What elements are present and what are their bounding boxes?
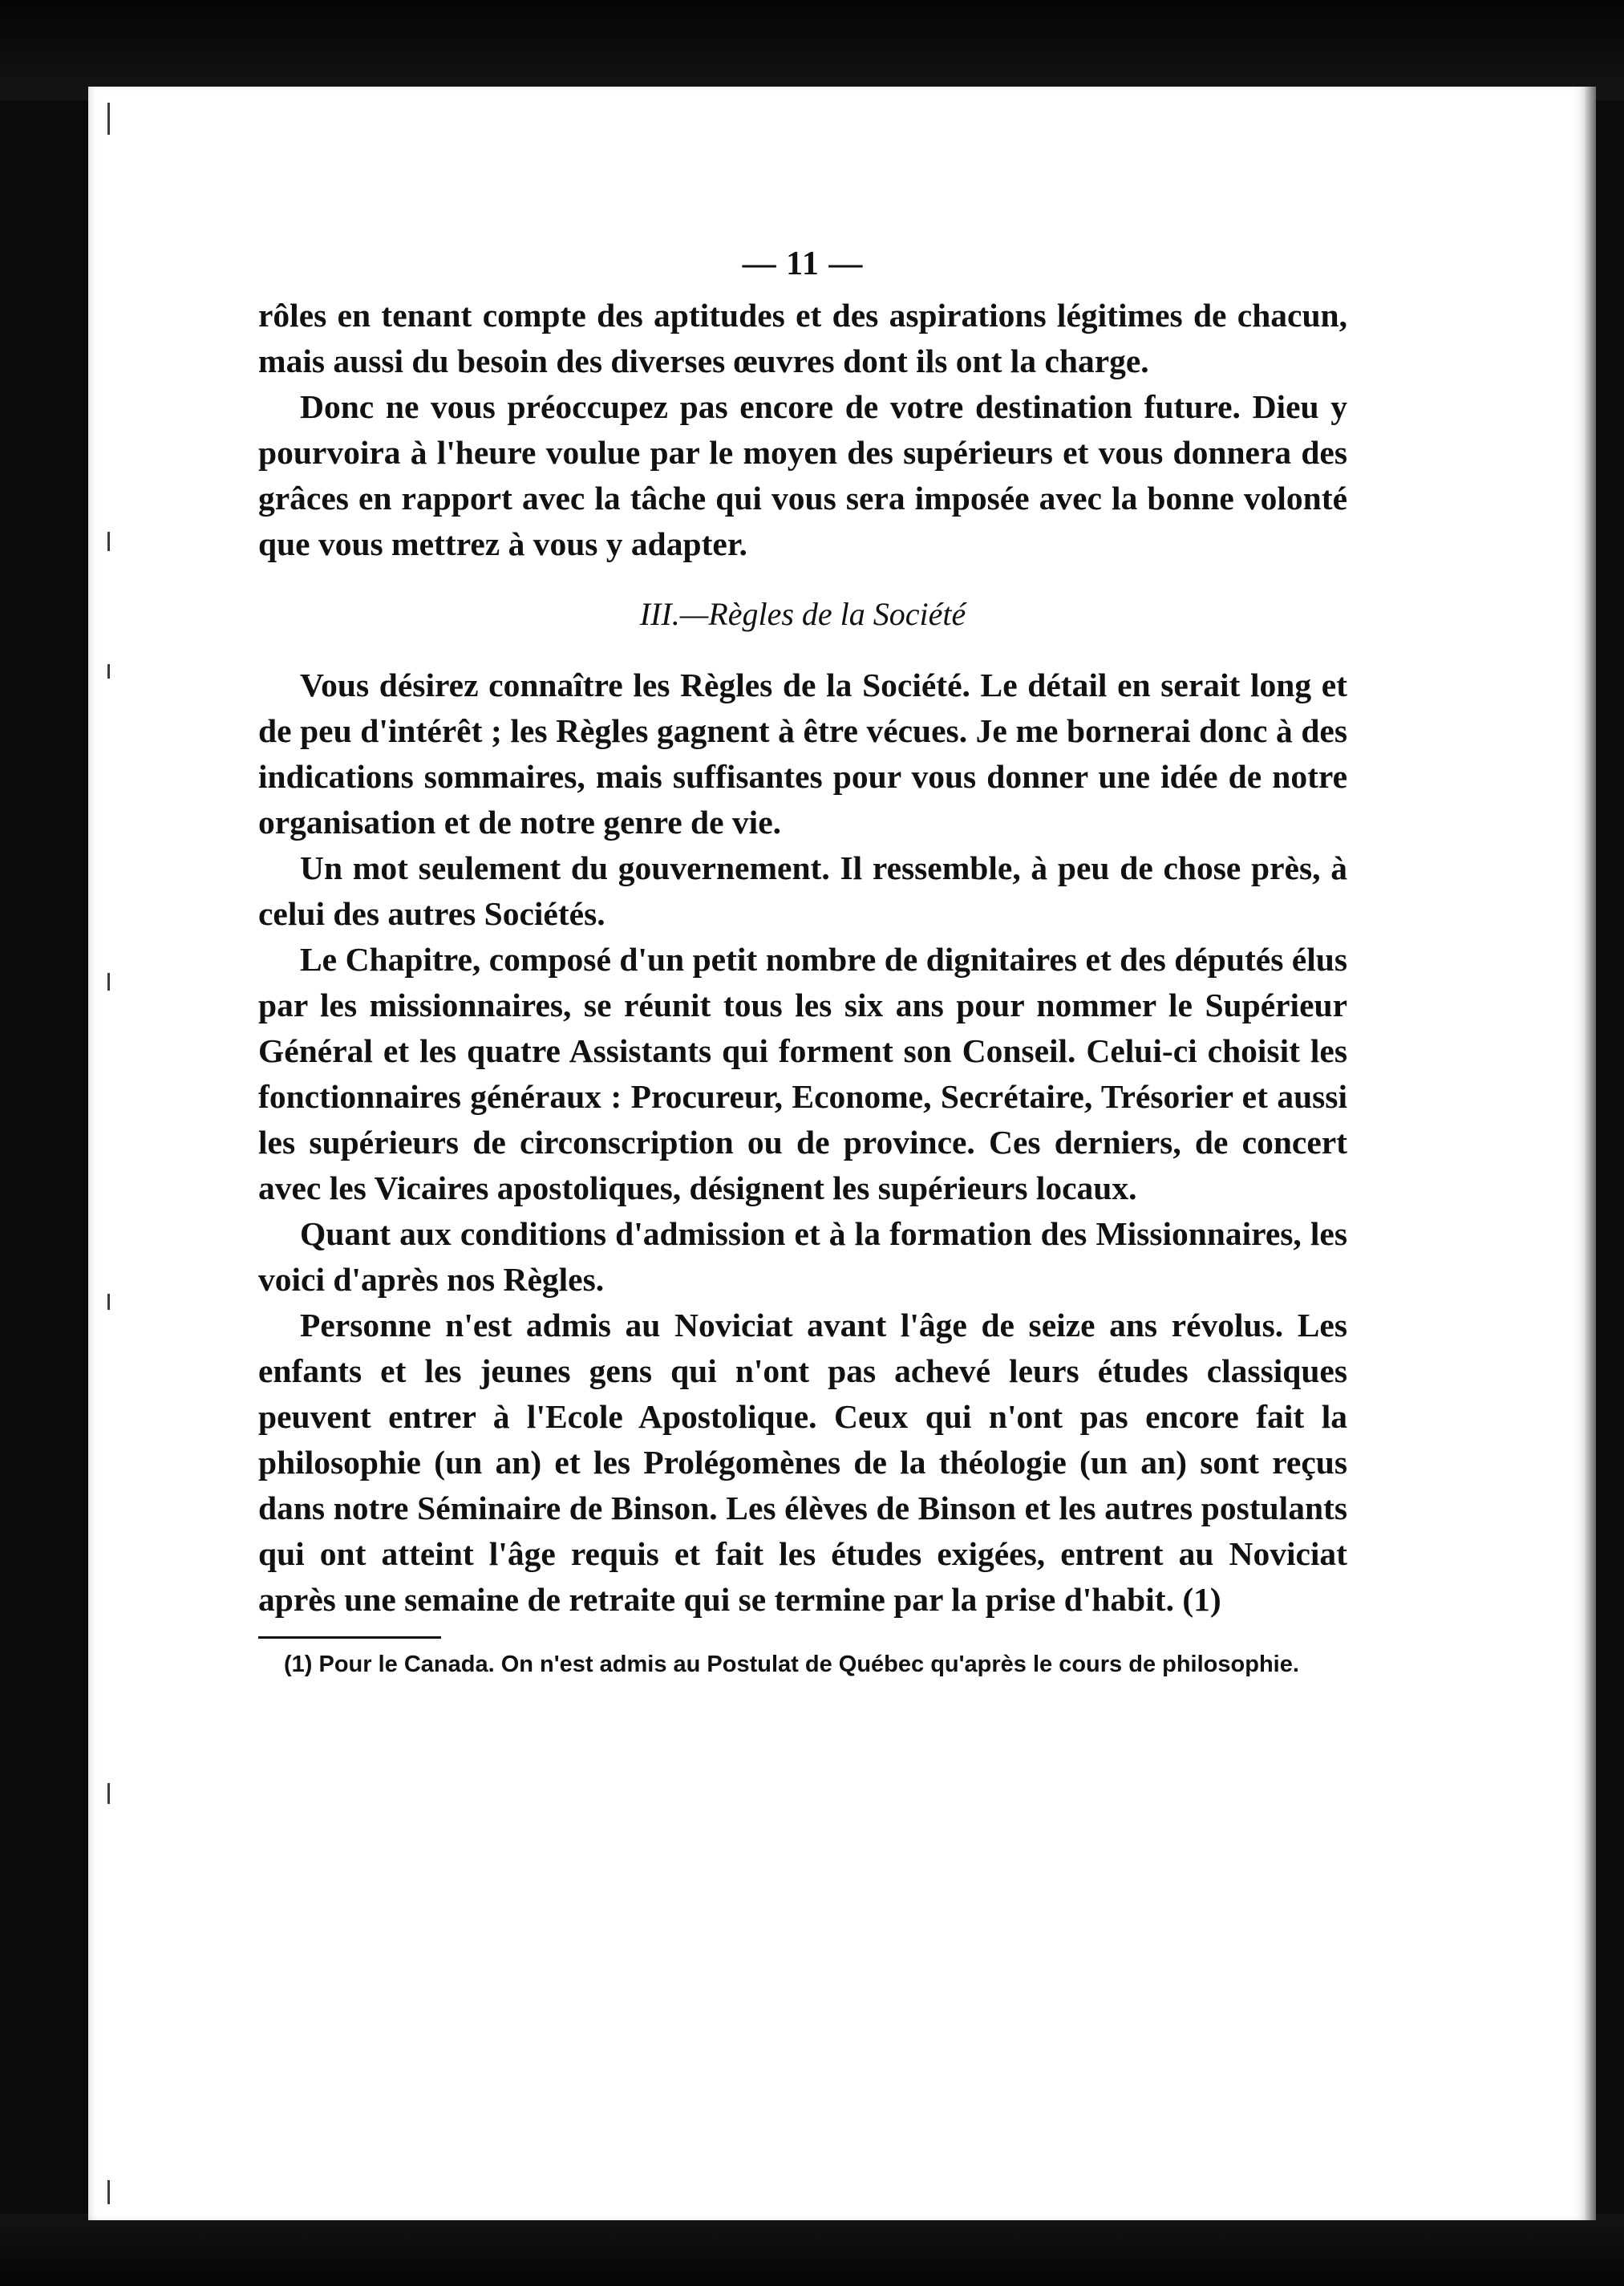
- footnote: (1) Pour le Canada. On n'est admis au Postulat de Québec qu'après le cours de philosophie.: [284, 1652, 1299, 1677]
- paragraph: Quant aux conditions d'admission et à la formation des Missionnaires, les voici d'après nos Règles.: [258, 1215, 1347, 1298]
- scan-background-bottom: [0, 2214, 1624, 2286]
- section-heading: III.—Règles de la Société: [639, 596, 966, 632]
- paragraph: Personne n'est admis au Noviciat avant l'âge de seize ans révolus. Les enfants et les jeunes gens qui n'ont pas achevé leurs études classiques peuvent entrer à l'Ecole Apostolique. Ceux qui n'ont pas encore fait la philosophie (un an) et les Prolégomènes de la théologie (un an) sont reçus dans notre Séminaire de Binson. Les élèves de Binson et les autres postulants qui ont atteint l'âge requis et fait les études exigées, entrent au Noviciat après une semaine de retraite qui se termine par la prise d'habit. (1): [258, 1307, 1347, 1618]
- binding-mark: [107, 1294, 110, 1310]
- scan-background-top: [0, 0, 1624, 100]
- page-binding-marks: [107, 87, 111, 2220]
- binding-mark: [107, 103, 110, 135]
- binding-mark: [107, 973, 110, 991]
- binding-mark: [107, 1783, 110, 1804]
- paragraph: Un mot seulement du gouvernement. Il ressemble, à peu de chose près, à celui des autres Sociétés.: [258, 849, 1347, 932]
- page-number: — 11 —: [742, 245, 864, 282]
- paragraph: Vous désirez connaître les Règles de la Société. Le détail en serait long et de peu d'intérêt ; les Règles gagnent à être vécues. Je me bornerai donc à des indications sommaires, mais suffisantes pour vous donner une idée de notre organisation et de notre genre de vie.: [258, 667, 1347, 841]
- footnote-rule: [258, 1636, 441, 1639]
- paragraph: Donc ne vous préoccupez pas encore de votre destination future. Dieu y pourvoira à l'heure voulue par le moyen des supérieurs et vous donnera des grâces en rapport avec la tâche qui vous sera imposée avec la bonne volonté que vous mettrez à vous y adapter.: [258, 388, 1347, 562]
- binding-mark: [107, 664, 110, 679]
- paragraph: Le Chapitre, composé d'un petit nombre de dignitaires et des députés élus par les missionnaires, se réunit tous les six ans pour nommer le Supérieur Général et les quatre Assistants qui forment son Conseil. Celui-ci choisit les fonctionnaires généraux : Procureur, Econome, Secrétaire, Trésorier et aussi les supérieurs de circonscription ou de province. Ces derniers, de concert avec les Vicaires apostoliques, désignent les supérieurs locaux.: [258, 941, 1347, 1206]
- paragraph: rôles en tenant compte des aptitudes et des aspirations légitimes de chacun, mais aussi du besoin des diverses œuvres dont ils ont la charge.: [258, 297, 1347, 379]
- page-edge-shadow: [1585, 87, 1596, 2220]
- page-text: [258, 245, 1347, 1680]
- binding-mark: [107, 532, 110, 551]
- binding-mark: [107, 2180, 110, 2204]
